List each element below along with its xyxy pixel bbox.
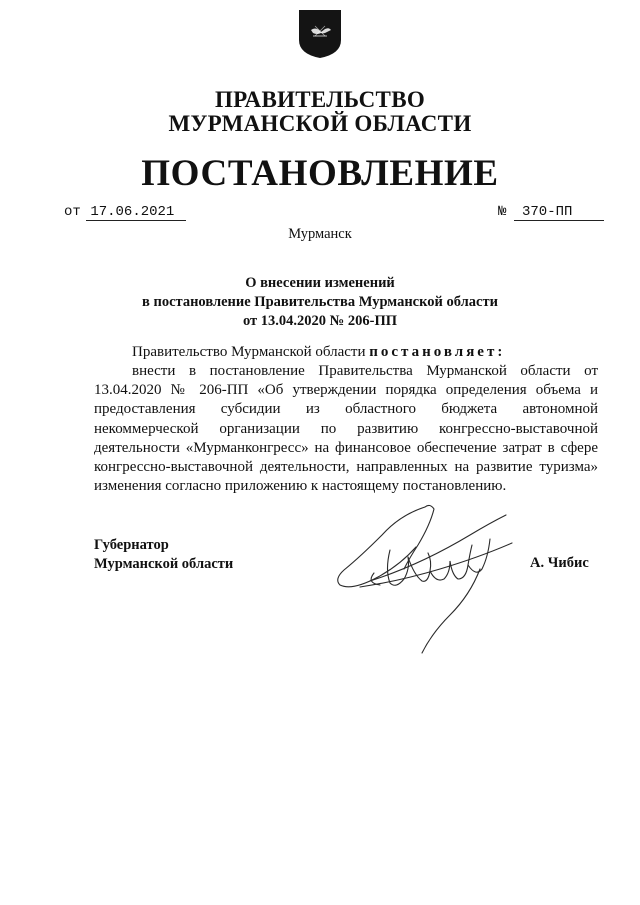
city-name: Мурманск: [288, 226, 352, 242]
government-name-line2: МУРМАНСКОЙ ОБЛАСТИ: [168, 111, 472, 136]
government-name-line1: ПРАВИТЕЛЬСТВО: [214, 87, 426, 112]
preamble: [132, 343, 505, 362]
document-subject: [0, 274, 640, 331]
decree-word: постановляет:: [369, 344, 506, 360]
signer-position-line1: Губернатор: [94, 537, 169, 553]
body-paragraph: внести в постановление Правительства Мурманской области от 13.04.2020 № 206-ПП «Об утверждении порядка определения объема и предоставления субсидии из областного бюджета автономной некоммерческой организации по развитию конгрессно-выставочной деятельности «Мурманконгресс» на финансовое обеспечение затрат в сфере конгрессно-выставочной деятельности, направленных на развитие туризма» изменения согласно приложению к настоящему постановлению.: [94, 363, 598, 495]
signer-position: [94, 536, 233, 574]
document-date: [64, 204, 186, 221]
document-meta-row: [64, 204, 604, 226]
date-prefix: от: [64, 204, 81, 220]
number-value: 370-ПП: [514, 204, 604, 221]
handwritten-signature-icon: [330, 495, 520, 665]
subject-line1: О внесении изменений: [245, 275, 395, 291]
number-prefix: №: [498, 204, 507, 220]
preamble-subject: Правительство Мурманской области: [132, 344, 366, 360]
signer-name: А. Чибис: [530, 555, 589, 571]
signer-position-line2: Мурманской области: [94, 556, 234, 572]
subject-line3: от 13.04.2020 № 206-ПП: [242, 313, 397, 329]
document-number: [498, 204, 604, 221]
date-value: 17.06.2021: [86, 204, 186, 221]
subject-line2: в постановление Правительства Мурманской области: [142, 294, 498, 310]
coat-of-arms-icon: [297, 8, 343, 60]
document-type-title: ПОСТАНОВЛЕНИЕ: [141, 153, 499, 194]
